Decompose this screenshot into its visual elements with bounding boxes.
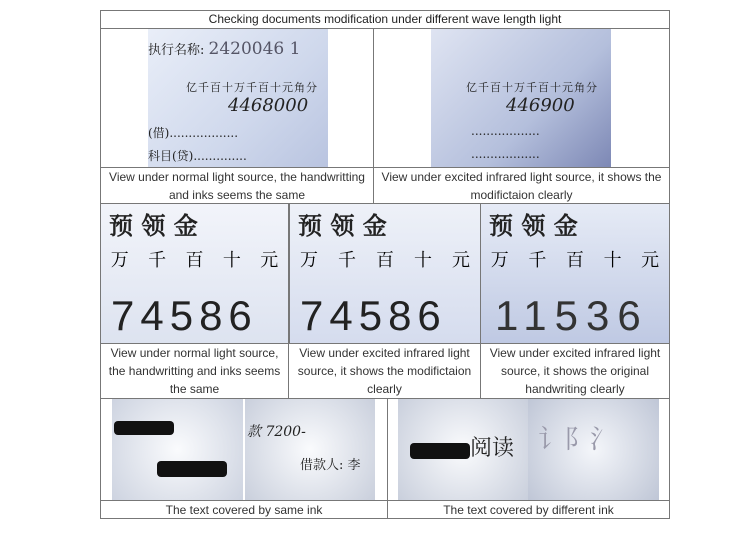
text-label: 百 — [376, 250, 394, 271]
photo-same-ink-infrared: 款 7200- 借款人: 李 — [245, 399, 375, 500]
photo-amount-infrared-original — [480, 203, 670, 344]
text-label: 元 — [641, 250, 660, 271]
text-label: 万 — [110, 250, 129, 271]
text-label: 百 — [185, 250, 204, 271]
text-label: 预 领 金 — [298, 211, 387, 240]
text-label: 十 — [603, 250, 622, 271]
page-title: Checking documents modification under different wave length light — [208, 12, 562, 26]
photo-amount-infrared-modified — [289, 203, 481, 344]
text-label: 十 — [222, 250, 241, 271]
text-label: 百 — [565, 250, 584, 271]
text-label: View under excited infrared light source, it shows the modifictaion clearly — [297, 346, 472, 396]
text-label: 11536 — [495, 292, 649, 339]
text-label: 预 领 金 — [109, 211, 198, 240]
photo-infrared-cheque: 亿千百十万千百十元角分 446900 .................. .................. — [431, 29, 611, 167]
text-label: 阅读 — [470, 436, 515, 461]
caption-amount-infrared-original — [480, 343, 670, 399]
caption-same-ink — [100, 500, 388, 519]
text-label: 万 — [490, 250, 509, 271]
text-label: View under normal light source, the handwritting and inks seems the same — [109, 169, 365, 202]
photo-amount-normal — [100, 203, 289, 344]
text-label: The text covered by same ink — [165, 502, 323, 517]
text-label: 千 — [148, 250, 167, 271]
text-label: 元 — [452, 250, 470, 271]
text-label: 万 — [300, 250, 318, 271]
caption-infrared-light — [373, 167, 670, 204]
caption-amount-normal — [100, 343, 289, 399]
text-label: The text covered by different ink — [443, 502, 614, 517]
text-label: 款 7200- — [247, 424, 306, 440]
photo-different-ink-infrared: 讠阝氵 — [528, 399, 659, 500]
photo-same-ink-covered — [112, 399, 243, 500]
text-label: 元 — [260, 250, 279, 271]
text-label: View under normal light source, the handwritting and inks seems the same — [108, 346, 281, 396]
text-label: 4468000 — [228, 95, 309, 116]
text-label: 千 — [338, 250, 356, 271]
photo-different-ink-covered — [398, 399, 528, 500]
text-label: View under excited infrared light source, it shows the original handwriting clearly — [489, 346, 661, 396]
photo-normal-light-cheque: 执行名称: 2420046 1 亿千百十万千百十元角分 4468000 (借).................. 科目(贷).............. — [148, 29, 328, 167]
text-label: 2420046 1 — [208, 39, 301, 59]
caption-amount-infrared-modified — [288, 343, 481, 399]
caption-normal-light — [100, 167, 374, 204]
title-cell — [100, 10, 670, 29]
text-label: 预 领 金 — [489, 211, 578, 240]
text-label: 千 — [528, 250, 547, 271]
text-label: View under excited infrared light source, it shows the modifictaion clearly — [381, 169, 662, 202]
text-label: 74586 — [111, 292, 258, 339]
text-label: 74586 — [300, 292, 447, 339]
text-label: 十 — [414, 250, 432, 271]
caption-different-ink — [387, 500, 670, 519]
text-label: 446900 — [506, 95, 575, 116]
